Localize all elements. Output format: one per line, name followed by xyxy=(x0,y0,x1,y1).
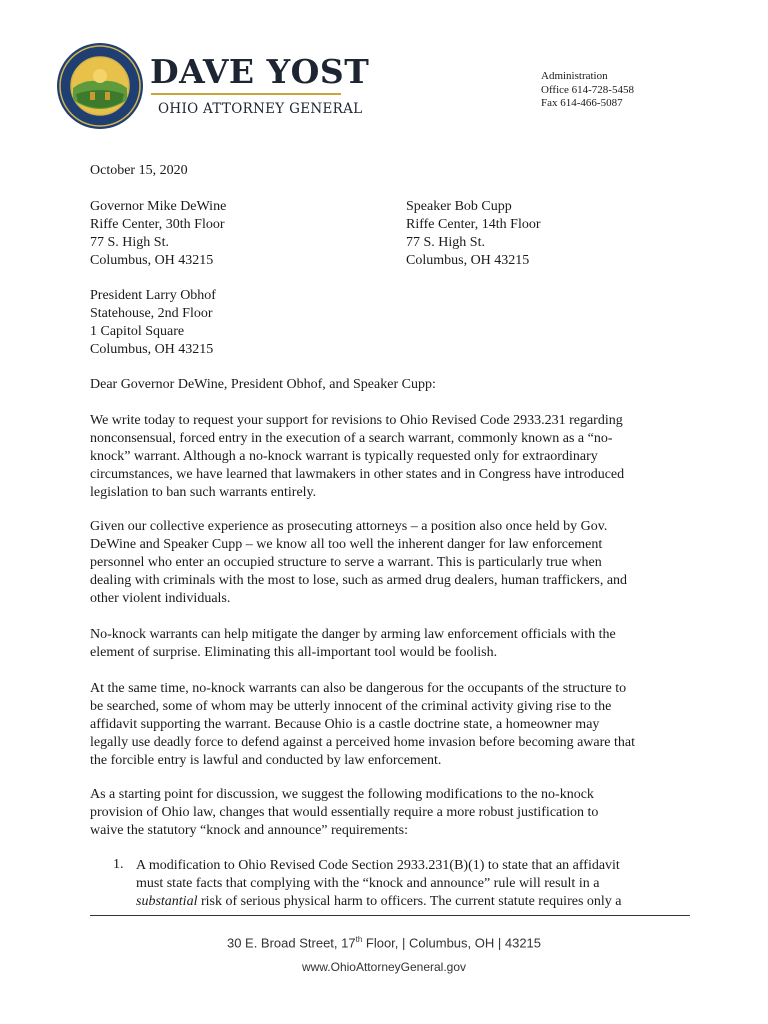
paragraph-line: As a starting point for discussion, we suggest the following modifications to the no-knock xyxy=(90,787,594,802)
body-paragraph-3 xyxy=(90,626,616,662)
contact-office-phone: Office 614-728-5458 xyxy=(541,83,634,96)
body-paragraph-4 xyxy=(90,680,635,770)
paragraph-line: circumstances, we have learned that lawmakers in other states and in Congress have introduced xyxy=(90,467,625,482)
recipient-address-president xyxy=(90,287,216,359)
recipient-address-speaker xyxy=(406,198,541,270)
address-line: 1 Capitol Square xyxy=(90,324,185,339)
paragraph-line: knock” warrant. Although a no-knock warrant is typically requested only for extraordinary xyxy=(90,449,598,464)
footer-address xyxy=(0,935,768,950)
contact-fax: Fax 614-466-5087 xyxy=(541,97,623,109)
body-paragraph-2 xyxy=(90,518,627,608)
paragraph-line: No-knock warrants can help mitigate the danger by arming law enforcement officials with the xyxy=(90,627,616,642)
address-line: 77 S. High St. xyxy=(90,235,169,250)
address-line: Speaker Bob Cupp xyxy=(406,199,512,214)
address-line: Riffe Center, 30th Floor xyxy=(90,217,225,232)
address-line: Riffe Center, 14th Floor xyxy=(406,217,541,232)
list-item-line xyxy=(136,893,622,911)
letterhead-name: DAVE YOST xyxy=(150,52,370,91)
address-line: Columbus, OH 43215 xyxy=(90,342,214,357)
address-line: Columbus, OH 43215 xyxy=(90,253,214,268)
paragraph-line: legally use deadly force to defend against a perceived home invasion before becoming aware that xyxy=(90,735,635,750)
paragraph-line: personnel who enter an occupied structure to serve a warrant. This is particularly true when xyxy=(90,555,602,570)
list-item-number: 1. xyxy=(113,857,124,872)
paragraph-line: waive the statutory “knock and announce” requirements: xyxy=(90,823,408,838)
address-line: 77 S. High St. xyxy=(406,235,485,250)
paragraph-line: provision of Ohio law, changes that would essentially require a more robust justification to xyxy=(90,805,599,820)
letterhead-title: OHIO ATTORNEY GENERAL xyxy=(158,101,363,117)
footer-website: www.OhioAttorneyGeneral.gov xyxy=(301,960,467,974)
address-line: Statehouse, 2nd Floor xyxy=(90,306,213,321)
paragraph-line: DeWine and Speaker Cupp – we know all too well the inherent danger for law enforcement xyxy=(90,537,603,552)
paragraph-line: other violent individuals. xyxy=(90,591,231,606)
contact-block xyxy=(541,70,634,111)
paragraph-line: We write today to request your support for revisions to Ohio Revised Code 2933.231 regarding xyxy=(90,413,623,428)
list-item xyxy=(136,857,622,911)
address-line: Columbus, OH 43215 xyxy=(406,253,530,268)
paragraph-line: At the same time, no-knock warrants can also be dangerous for the occupants of the structure to xyxy=(90,681,627,696)
body-paragraph-5 xyxy=(90,786,598,840)
paragraph-line: element of surprise. Eliminating this all-important tool would be foolish. xyxy=(90,645,498,660)
contact-department: Administration xyxy=(541,70,608,82)
list-item-text: risk of serious physical harm to officers. The current statute requires only a xyxy=(197,894,622,909)
salutation: Dear Governor DeWine, President Obhof, and Speaker Cupp: xyxy=(90,377,436,392)
list-item-line: must state facts that complying with the “knock and announce” rule will result in a xyxy=(136,876,600,891)
paragraph-line: the forcible entry is lawful and conducted by law enforcement. xyxy=(90,753,442,768)
footer-address-text: 30 E. Broad Street, 17 xyxy=(226,935,356,951)
letter-date: October 15, 2020 xyxy=(90,163,188,178)
body-paragraph-1 xyxy=(90,412,624,502)
emphasis-text: substantial xyxy=(136,894,198,909)
paragraph-line: nonconsensual, forced entry in the execution of a search warrant, commonly known as a “no- xyxy=(90,431,613,446)
footer-address-text: Floor, | Columbus, OH | 43215 xyxy=(362,935,542,951)
paragraph-line: dealing with criminals with the most to lose, such as armed drug dealers, human traffickers, and xyxy=(90,573,628,588)
paragraph-line: legislation to ban such warrants entirely. xyxy=(90,485,317,500)
list-item-line: A modification to Ohio Revised Code Section 2933.231(B)(1) to state that an affidavit xyxy=(136,858,620,873)
letterhead-divider xyxy=(151,93,341,95)
footer-divider xyxy=(90,915,690,916)
paragraph-line: affidavit supporting the warrant. Because Ohio is a castle doctrine state, a homeowner may xyxy=(90,717,600,732)
address-line: President Larry Obhof xyxy=(90,288,216,303)
address-line: Governor Mike DeWine xyxy=(90,199,227,214)
paragraph-line: be searched, some of whom may be utterly innocent of the criminal activity giving rise to the xyxy=(90,699,612,714)
attorney-general-seal xyxy=(56,42,144,130)
paragraph-line: Given our collective experience as prosecuting attorneys – a position also once held by Gov. xyxy=(90,519,608,534)
recipient-address-governor xyxy=(90,198,226,270)
footer-address-sup: th xyxy=(355,935,363,944)
